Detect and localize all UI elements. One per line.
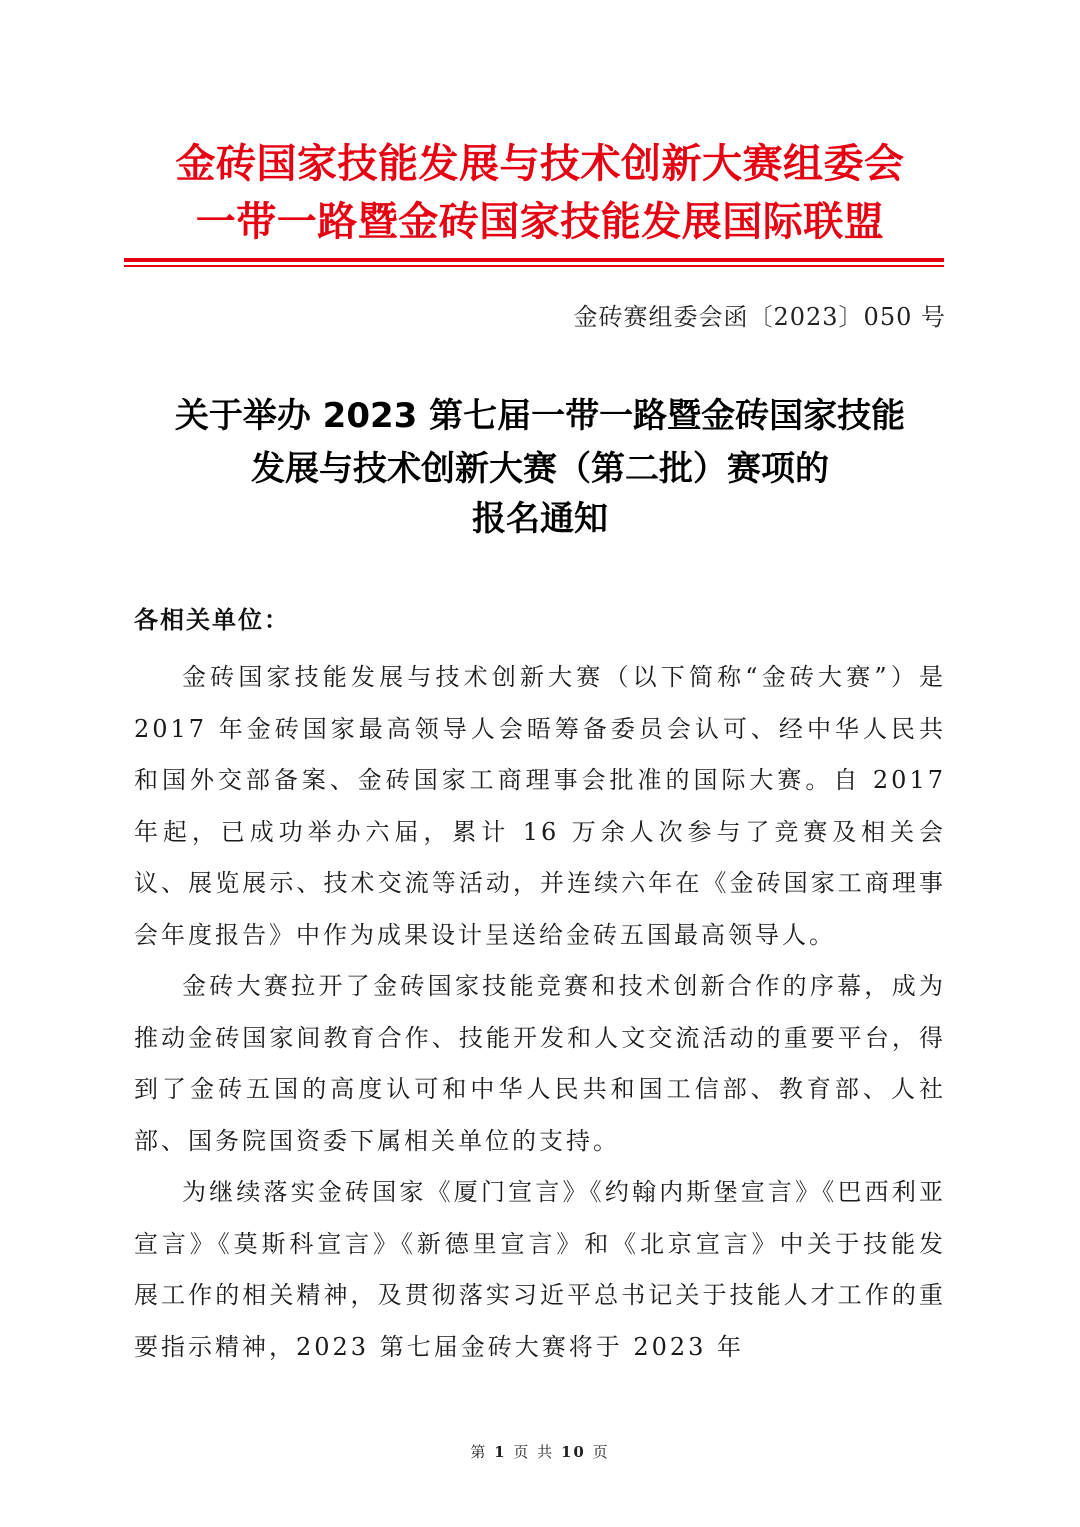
footer-page-number: 1: [494, 1443, 507, 1461]
paragraph-2: 金砖大赛拉开了金砖国家技能竞赛和技术创新合作的序幕，成为推动金砖国家间教育合作、技能开发和人文交流活动的重要平台，得到了金砖五国的高度认可和中华人民共和国工信部、教育部、人社部、国务院国资委下属相关单位的支持。: [134, 972, 946, 1155]
salutation: 各相关单位：: [134, 605, 290, 634]
page-footer: [0, 1440, 1080, 1464]
title-line-3: 报名通知: [472, 499, 608, 539]
paragraph-3: 为继续落实金砖国家《厦门宣言》《约翰内斯堡宣言》《巴西利亚宣言》《莫斯科宣言》《新德里宣言》和《北京宣言》中关于技能发展工作的相关精神，及贯彻落实习近平总书记关于技能人才工作的重要指示精神，2023 第七届金砖大赛将于 2023 年: [134, 1178, 946, 1361]
body-text: [134, 652, 946, 1373]
letterhead-divider-thick: [124, 258, 944, 262]
letterhead-line-1: 金砖国家技能发展与技术创新大赛组委会: [175, 141, 905, 187]
footer-middle: 页 共: [513, 1443, 555, 1461]
paragraph-1: 金砖国家技能发展与技术创新大赛（以下简称“金砖大赛”）是 2017 年金砖国家最高领导人会晤筹备委员会认可、经中华人民共和国外交部备案、金砖国家工商理事会批准的国际大赛。自 2017 年起，已成功举办六届，累计 16 万余人次参与了竞赛及相关会议、展览展示、技术交流等活动，并连续六年在《金砖国家工商理事会年度报告》中作为成果设计呈送给金砖五国最高领导人。: [134, 663, 946, 949]
footer-prefix: 第: [470, 1443, 488, 1461]
document-number: 金砖赛组委会函〔2023〕050 号: [573, 303, 946, 331]
footer-suffix: 页: [592, 1443, 610, 1461]
letterhead-line-2: 一带一路暨金砖国家技能发展国际联盟: [195, 199, 885, 245]
title-line-2: 发展与技术创新大赛（第二批）赛项的: [251, 449, 829, 489]
title-line-1: 关于举办 2023 第七届一带一路暨金砖国家技能: [174, 396, 906, 436]
footer-total-pages: 10: [560, 1443, 586, 1461]
letterhead-divider-thin: [124, 265, 944, 267]
